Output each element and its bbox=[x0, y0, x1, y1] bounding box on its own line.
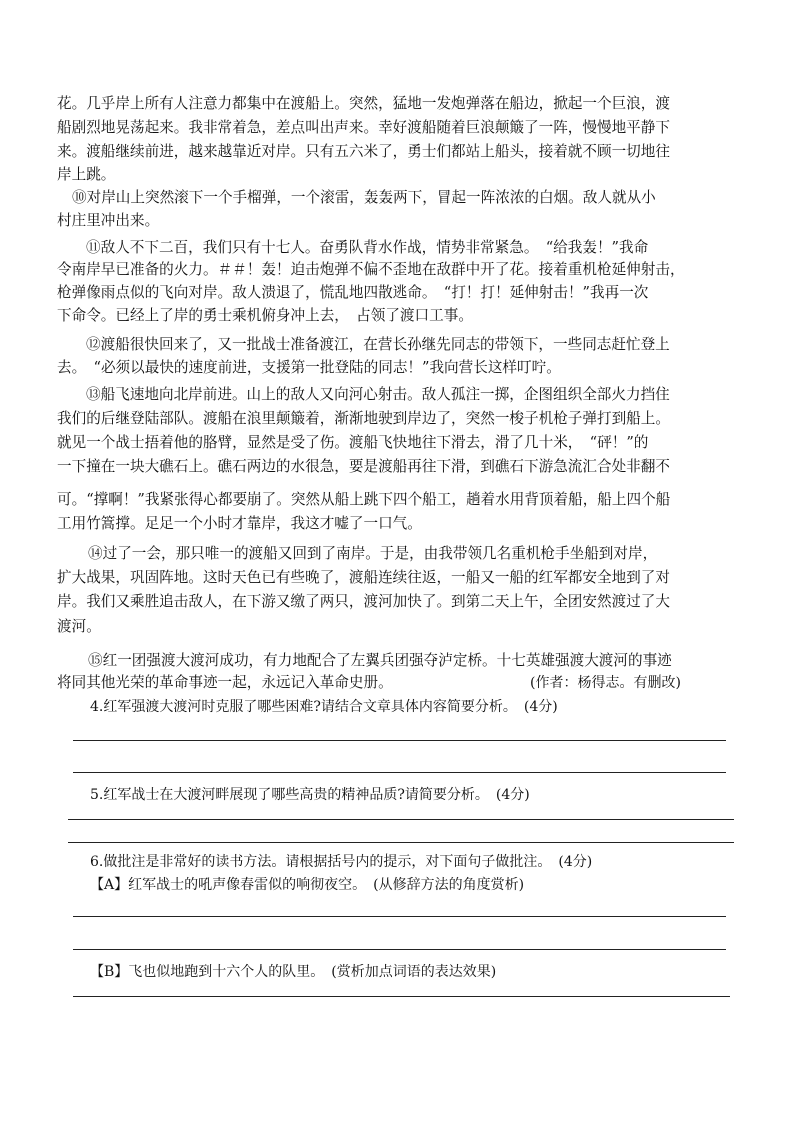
passage-p12-line-1: ⑫渡船很快回来了，又一批战士准备渡江，在营长孙继先同志的带领下，一些同志赶忙登上 bbox=[86, 336, 670, 353]
author-credit: (作者：杨得志。有删改) bbox=[530, 675, 681, 691]
passage-p14-line-4: 渡河。 bbox=[57, 618, 101, 635]
passage-p10-line-2: 村庄里冲出来。 bbox=[57, 212, 160, 229]
passage-p14-line-1: ⑭过了一会，那只唯一的渡船又回到了南岸。于是，由我带领几名重机枪手坐船到对岸， bbox=[88, 545, 658, 562]
question-5: 5.红军战士在大渡河畔展现了哪些高贵的精神品质?请简要分析。 (4分) bbox=[90, 787, 530, 803]
passage-p15-line-2: 将同其他光荣的革命事迹一起，永远记入革命史册。 bbox=[57, 674, 393, 691]
question-6: 6.做批注是非常好的读书方法。请根据括号内的提示，对下面句子做批注。 (4分) bbox=[90, 854, 593, 870]
passage-p11-line-1: ⑪敌人不下二百，我们只有十七人。奋勇队背水作战，情势非常紧急。 “给我轰！”我命 bbox=[86, 239, 649, 256]
passage-p13-line-4: 一下撞在一块大礁石上。礁石两边的水很急，要是渡船再往下滑，到礁石下游急流汇合处非翻不 bbox=[57, 458, 670, 475]
passage-p9-line-4: 岸上跳。 bbox=[57, 166, 116, 183]
question-6b: 【B】飞也似地跑到十六个人的队里。 (赏析加点词语的表达效果) bbox=[90, 964, 497, 980]
answer-line[interactable] bbox=[68, 819, 734, 820]
passage-p11-line-2: 令南岸早已准备的火力。＃＃！轰！迫击炮弹不偏不歪地在敌群中开了花。接着重机枪延伸射击， bbox=[57, 261, 685, 278]
passage-p12-line-2: 去。 “必须以最快的速度前进，支援第一批登陆的同志！”我向营长这样叮咛。 bbox=[57, 359, 561, 376]
answer-line[interactable] bbox=[73, 949, 726, 950]
passage-p14-line-2: 扩大战果，巩固阵地。这时天色已有些晚了，渡船连续往返，一船又一船的红军都安全地到了对 bbox=[57, 569, 670, 586]
passage-p9-line-2: 船剧烈地晃荡起来。我非常着急，差点叫出声来。幸好渡船随着巨浪颠簸了一阵，慢慢地平静下 bbox=[57, 119, 670, 136]
passage-p14-line-3: 岸。我们又乘胜追击敌人，在下游又缴了两只，渡河加快了。到第二天上午，全团安然渡过了大 bbox=[57, 593, 670, 610]
passage-p13-line-2: 我们的后继登陆部队。渡船在浪里颠簸着，渐渐地驶到岸边了，突然一梭子机枪子弹打到船上。 bbox=[57, 410, 670, 427]
passage-p9-line-3: 来。渡船继续前进，越来越靠近对岸。只有五六米了，勇士们都站上船头，接着就不顾一切地往 bbox=[57, 143, 670, 160]
answer-line[interactable] bbox=[73, 996, 730, 997]
answer-line[interactable] bbox=[73, 740, 726, 741]
answer-line[interactable] bbox=[73, 916, 726, 917]
passage-p13-line-6: 工用竹篙撑。足足一个小时才靠岸，我这才嘘了一口气。 bbox=[57, 515, 422, 532]
passage-p11-line-3: 枪弹像雨点似的飞向对岸。敌人溃退了，慌乱地四散逃命。 “打！打！延伸射击！”我再一次 bbox=[57, 284, 649, 301]
question-4: 4.红军强渡大渡河时克服了哪些困难?请结合文章具体内容简要分析。 (4分) bbox=[90, 699, 558, 715]
question-6a: 【A】红军战士的吼声像春雷似的响彻夜空。 (从修辞方法的角度赏析) bbox=[90, 877, 525, 893]
passage-p10-line-1: ⑩对岸山上突然滚下一个手榴弹，一个滚雷，轰轰两下，冒起一阵浓浓的白烟。敌人就从小 bbox=[72, 189, 656, 206]
passage-p13-line-3: 就见一个战士捂着他的胳臂，显然是受了伤。渡船飞快地往下滑去，滑了几十米， “砰！”的 bbox=[57, 434, 649, 451]
answer-line[interactable] bbox=[73, 772, 726, 773]
passage-p13-line-1: ⑬船飞速地向北岸前进。山上的敌人又向河心射击。敌人孤注一掷，企图组织全部火力挡住 bbox=[86, 386, 670, 403]
passage-p9-line-1: 花。几乎岸上所有人注意力都集中在渡船上。突然，猛地一发炮弹落在船边，掀起一个巨浪，渡 bbox=[57, 95, 670, 112]
passage-p11-line-4: 下命令。已经上了岸的勇士乘机俯身冲上去， 占领了渡口工事。 bbox=[57, 307, 473, 324]
passage-p13-line-5: 可。“撑啊！”我紧张得心都要崩了。突然从船上跳下四个船工，趟着水用背顶着船，船上四个船 bbox=[57, 491, 671, 508]
answer-line[interactable] bbox=[68, 842, 734, 843]
passage-p15-line-1: ⑮红一团强渡大渡河成功，有力地配合了左翼兵团强夺泸定桥。十七英雄强渡大渡河的事迹 bbox=[88, 652, 672, 669]
